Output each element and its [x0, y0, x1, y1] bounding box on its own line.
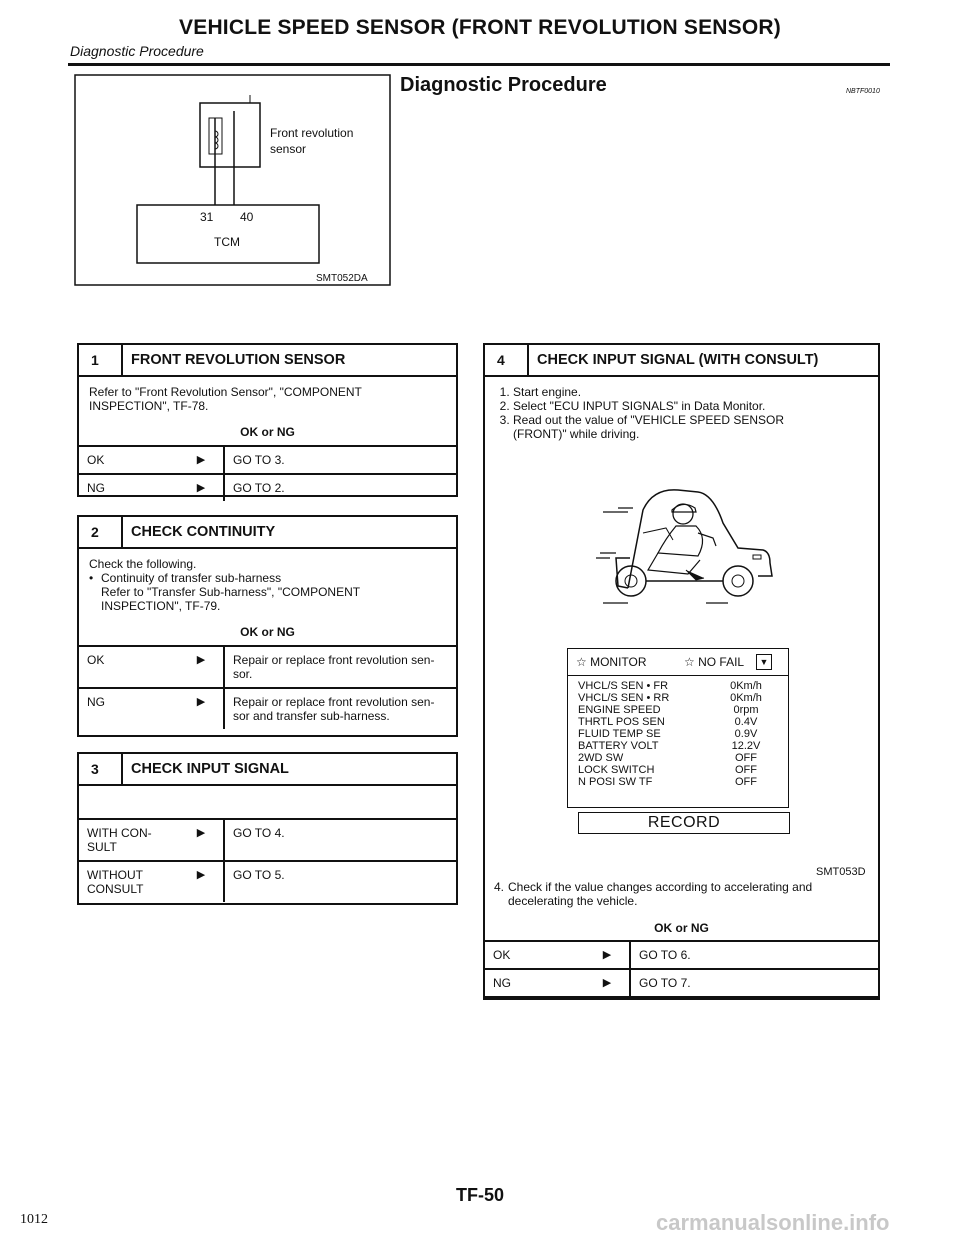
row-result: GO TO 5.	[223, 862, 456, 902]
scroll-down-icon[interactable]: ▼	[756, 654, 772, 670]
result-row-ok	[79, 645, 456, 687]
pin-40: 40	[240, 210, 254, 224]
pin-31: 31	[200, 210, 214, 224]
wiring-diagram	[74, 73, 392, 287]
result-row-with-consult	[79, 818, 456, 860]
step-title: FRONT REVOLUTION SENSOR	[131, 352, 346, 368]
result-row-ng	[79, 473, 456, 501]
step-text: Refer to "Front Revolution Sensor", "COMPONENT	[89, 385, 362, 399]
row-result: GO TO 4.	[223, 820, 456, 860]
monitor-row	[568, 680, 788, 692]
monitor-value: 0rpm	[733, 704, 759, 716]
row-label: NG	[87, 481, 105, 495]
arrow-icon: ▶	[602, 949, 612, 961]
monitor-param: N POSI SW TF	[578, 776, 653, 788]
row-result: GO TO 2.	[223, 475, 456, 501]
row-result-line: Repair or replace front revolution sen-	[233, 653, 435, 667]
monitor-value: 0.4V	[734, 716, 758, 728]
ok-or-ng: OK or NG	[240, 425, 295, 439]
no-fail-label: ☆ NO FAIL	[684, 655, 745, 669]
row-result: GO TO 3.	[223, 447, 456, 473]
monitor-row	[568, 716, 788, 728]
monitor-row	[568, 704, 788, 716]
row-result: GO TO 7.	[629, 970, 878, 996]
monitor-value: 0.9V	[734, 728, 758, 740]
monitor-row	[568, 752, 788, 764]
figure-ref: SMT053D	[816, 866, 866, 878]
row-label-line: WITHOUT	[87, 868, 143, 882]
step-number: 2	[79, 517, 123, 547]
arrow-icon: ▶	[196, 869, 206, 881]
ok-or-ng: OK or NG	[654, 921, 709, 935]
header-rule	[68, 63, 890, 66]
step-item: 3. Read out the value of "VEHICLE SPEED SENSOR (FRONT)" while driving.	[513, 413, 868, 441]
monitor-value: 0Km/h	[730, 692, 762, 704]
step-text: Check the following.	[89, 557, 197, 571]
arrow-icon: ▶	[196, 654, 206, 666]
watermark: carmanualsonline.info	[656, 1210, 890, 1235]
step-number: 4	[485, 345, 529, 375]
row-result-line: Repair or replace front revolution sen-	[233, 695, 435, 709]
step-text: INSPECTION", TF-79.	[101, 599, 221, 613]
result-row-ng	[483, 968, 880, 998]
row-label	[79, 820, 179, 860]
monitor-value: OFF	[735, 752, 757, 764]
step-item: 2. Select "ECU INPUT SIGNALS" in Data Monitor.	[513, 399, 868, 413]
monitor-param: BATTERY VOLT	[578, 740, 659, 752]
monitor-param: VHCL/S SEN • FR	[578, 680, 669, 692]
monitor-value: OFF	[735, 764, 757, 776]
result-row-ok	[79, 445, 456, 473]
step-2-box	[77, 515, 458, 737]
record-button[interactable]: RECORD	[578, 812, 790, 834]
monitor-row	[568, 764, 788, 776]
sheet-number: 1012	[20, 1212, 48, 1227]
page-title: VEHICLE SPEED SENSOR (FRONT REVOLUTION SENSOR)	[179, 16, 781, 39]
step-item: Check if the value changes according to accelerating and	[508, 880, 813, 894]
monitor-value: OFF	[735, 776, 757, 788]
data-monitor-panel	[567, 648, 789, 808]
section-title: Diagnostic Procedure	[400, 74, 607, 96]
monitor-row	[568, 692, 788, 704]
step-title: CHECK INPUT SIGNAL (WITH CONSULT)	[537, 352, 819, 368]
monitor-value: 0Km/h	[730, 680, 762, 692]
monitor-row	[568, 740, 788, 752]
row-result	[223, 647, 456, 687]
ok-or-ng: OK or NG	[240, 625, 295, 639]
step-number: 1	[79, 345, 123, 375]
monitor-param: LOCK SWITCH	[578, 764, 655, 776]
row-label: OK	[493, 948, 511, 962]
monitor-row	[568, 728, 788, 740]
step-3-box	[77, 752, 458, 905]
result-row-ng	[79, 687, 456, 729]
row-label-line: SULT	[87, 840, 117, 854]
monitor-value: 12.2V	[731, 740, 761, 752]
row-result-line: sor.	[233, 667, 253, 681]
step-1-box	[77, 343, 458, 497]
row-result-line: sor and transfer sub-harness.	[233, 709, 390, 723]
row-result	[223, 689, 456, 729]
step-number: 3	[79, 754, 123, 784]
row-label: NG	[87, 695, 105, 709]
monitor-param: ENGINE SPEED	[578, 704, 661, 716]
arrow-icon: ▶	[602, 977, 612, 989]
tcm-label: TCM	[214, 235, 240, 249]
monitor-label: ☆ MONITOR	[576, 655, 647, 669]
monitor-param: THRTL POS SEN	[578, 716, 665, 728]
step-title: CHECK INPUT SIGNAL	[131, 761, 289, 777]
step-text: Refer to "Transfer Sub-harness", "COMPONENT	[101, 585, 361, 599]
row-label-line: CONSULT	[87, 882, 144, 896]
row-label: NG	[493, 976, 511, 990]
row-label: OK	[87, 453, 105, 467]
step-bullet: Continuity of transfer sub-harness	[101, 571, 282, 585]
page-number: TF-50	[455, 1185, 504, 1205]
monitor-param: FLUID TEMP SE	[578, 728, 661, 740]
step-item: 1. Start engine.	[513, 385, 868, 399]
step-item: decelerating the vehicle.	[508, 894, 638, 908]
row-label	[79, 862, 179, 902]
monitor-param: VHCL/S SEN • RR	[578, 692, 670, 704]
arrow-icon: ▶	[196, 454, 206, 466]
diagram-ref: SMT052DA	[316, 273, 368, 284]
result-row-without-consult	[79, 860, 456, 902]
driver-car-illustration	[588, 478, 798, 608]
row-result: GO TO 6.	[629, 942, 878, 968]
section-code: NBTF0010	[846, 88, 880, 95]
monitor-param: 2WD SW	[578, 752, 624, 764]
step-title: CHECK CONTINUITY	[131, 524, 276, 540]
sensor-label-line2: sensor	[270, 142, 307, 156]
row-label: OK	[87, 653, 105, 667]
arrow-icon: ▶	[196, 482, 206, 494]
arrow-icon: ▶	[196, 696, 206, 708]
row-label-line: WITH CON-	[87, 826, 152, 840]
bullet-icon: •	[89, 571, 94, 585]
arrow-icon: ▶	[196, 827, 206, 839]
page-subtitle: Diagnostic Procedure	[70, 43, 204, 59]
step-text: INSPECTION", TF-78.	[89, 399, 209, 413]
step-item-number: 4.	[494, 880, 505, 894]
sensor-label-line1: Front revolution	[270, 126, 354, 140]
result-row-ok	[483, 940, 880, 968]
monitor-row	[568, 776, 788, 788]
